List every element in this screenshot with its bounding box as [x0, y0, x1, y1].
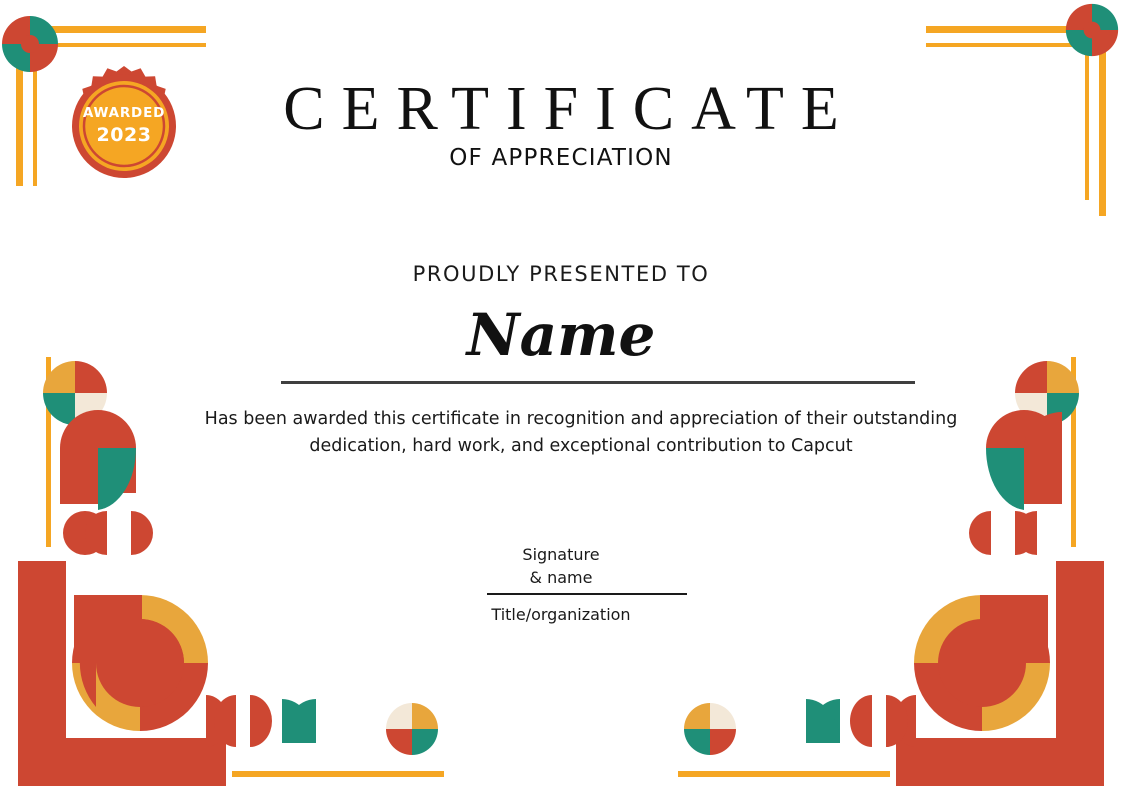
seal-year: 2023 [96, 124, 152, 147]
page-subtitle: OF APPRECIATION [449, 145, 673, 171]
recipient-name: Name [466, 301, 656, 369]
signature-label-line1: Signature [522, 545, 600, 564]
presented-label: PROUDLY PRESENTED TO [412, 262, 710, 286]
page-title: CERTIFICATE [283, 75, 856, 143]
signature-title: Title/organization [491, 605, 631, 624]
pinwheel-icon [1064, 2, 1120, 58]
body-text: Has been awarded this certificate in recognition and appreciation of their outstanding dedication, hard work, and exceptional contribution to Capcut [204, 409, 958, 457]
geometric-ornament-bottom-right [652, 343, 1122, 793]
pinwheel-icon [0, 14, 60, 74]
top-right-horizontal-rule-inner [926, 43, 1080, 47]
top-left-horizontal-rule-inner [42, 43, 206, 47]
seal-label: AWARDED [82, 104, 166, 121]
geometric-ornament-bottom-left [0, 343, 470, 793]
signature-label-line2: & name [529, 568, 593, 588]
